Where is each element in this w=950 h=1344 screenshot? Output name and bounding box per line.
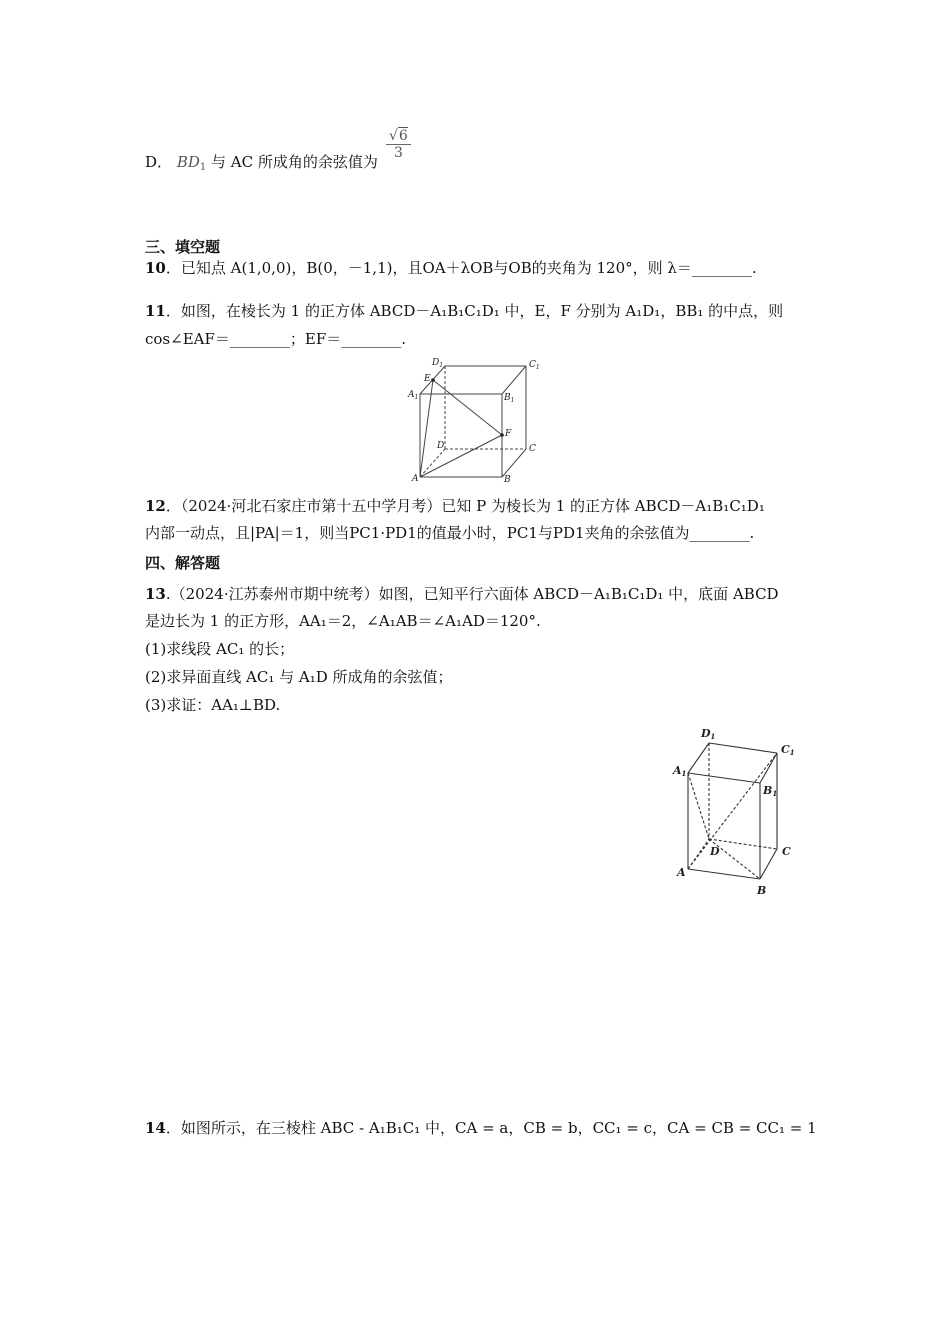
option-d: [145, 152, 378, 178]
label-f: F: [505, 429, 512, 439]
question-number: 11: [145, 302, 166, 320]
fraction-denominator: 3: [393, 145, 403, 161]
label-d: D: [710, 845, 720, 858]
label-b1: $B_1$: [504, 393, 515, 404]
question-number: 13: [145, 585, 166, 603]
label-d1: D1: [701, 727, 716, 741]
option-d-label: D．: [145, 153, 173, 171]
question-number: 12: [145, 497, 166, 515]
label-e: E: [424, 374, 431, 384]
question-13-line2: 是边长为 1 的正方形，AA₁＝2，∠A₁AB＝∠A₁AD＝120°.: [145, 612, 541, 630]
label-b1: B1: [763, 784, 778, 798]
section-title-answer: 四、解答题: [145, 554, 221, 572]
question-text: ．如图所示，在三棱柱 ABC - A₁B₁C₁ 中，CA = a，CB = b，CC₁ = c，CA = CB = CC₁ = 1: [165, 1119, 817, 1137]
label-c1: C1: [781, 743, 795, 757]
option-d-math: BD: [176, 153, 200, 171]
question-13-part3: (3)求证：AA₁⊥BD.: [145, 696, 281, 714]
question-12-line2: 内部一动点，且|PA|＝1，则当PC1·PD1的值最小时，PC1与PD1夹角的余弦值为________.: [145, 524, 755, 542]
fraction-radical: √: [389, 128, 398, 144]
cube-figure-q11: [405, 357, 545, 482]
question-text: ．如图，在棱长为 1 的正方体 ABCD－A₁B₁C₁D₁ 中，E，F 分别为 A₁D₁，BB₁ 的中点，则: [165, 302, 784, 320]
label-b: B: [504, 475, 511, 482]
question-text: .（2024·江苏泰州市期中统考）如图，已知平行六面体 ABCD－A₁B₁C₁D₁ 中，底面 ABCD: [165, 585, 779, 603]
label-b: B: [757, 884, 767, 897]
label-c: C: [529, 444, 536, 454]
question-11-line1: [145, 301, 783, 321]
question-13-part2: (2)求异面直线 AC₁ 与 A₁D 所成角的余弦值；: [145, 668, 453, 686]
question-number: 10: [145, 259, 166, 277]
label-a1: $A_1$: [408, 390, 419, 401]
option-d-text: 与 AC 所成角的余弦值为: [211, 153, 378, 171]
question-13-part1: (1)求线段 AC₁ 的长；: [145, 640, 295, 658]
option-d-fraction: [386, 128, 411, 161]
label-a: A: [677, 866, 686, 879]
question-text: ．已知点 A(1,0,0)，B(0，－1,1)，且OA＋λOB与OB的夹角为 120°，则 λ＝________.: [165, 259, 757, 277]
label-d1: $D_1$: [432, 358, 444, 369]
option-d-math-sub: 1: [199, 162, 207, 173]
section-title-fill-blank: 三、填空题: [145, 238, 221, 256]
question-12-line1: [145, 496, 765, 516]
label-c: C: [782, 845, 791, 858]
question-number: 14: [145, 1119, 166, 1137]
question-13-line1: [145, 584, 779, 604]
label-a: A: [412, 474, 419, 482]
fraction-numerator: 6: [398, 128, 408, 144]
question-14: [145, 1118, 817, 1138]
question-10: [145, 258, 757, 278]
question-text: ．（2024·河北石家庄市第十五中学月考）已知 P 为棱长为 1 的正方体 ABCD－A₁B₁C₁D₁: [165, 497, 765, 515]
parallelepiped-figure-q13: [668, 722, 818, 902]
label-c1: $C_1$: [529, 360, 540, 371]
question-11-line2: cos∠EAF＝________；EF＝________.: [145, 330, 407, 348]
label-d: D: [437, 441, 445, 451]
label-a1: A1: [673, 764, 687, 778]
